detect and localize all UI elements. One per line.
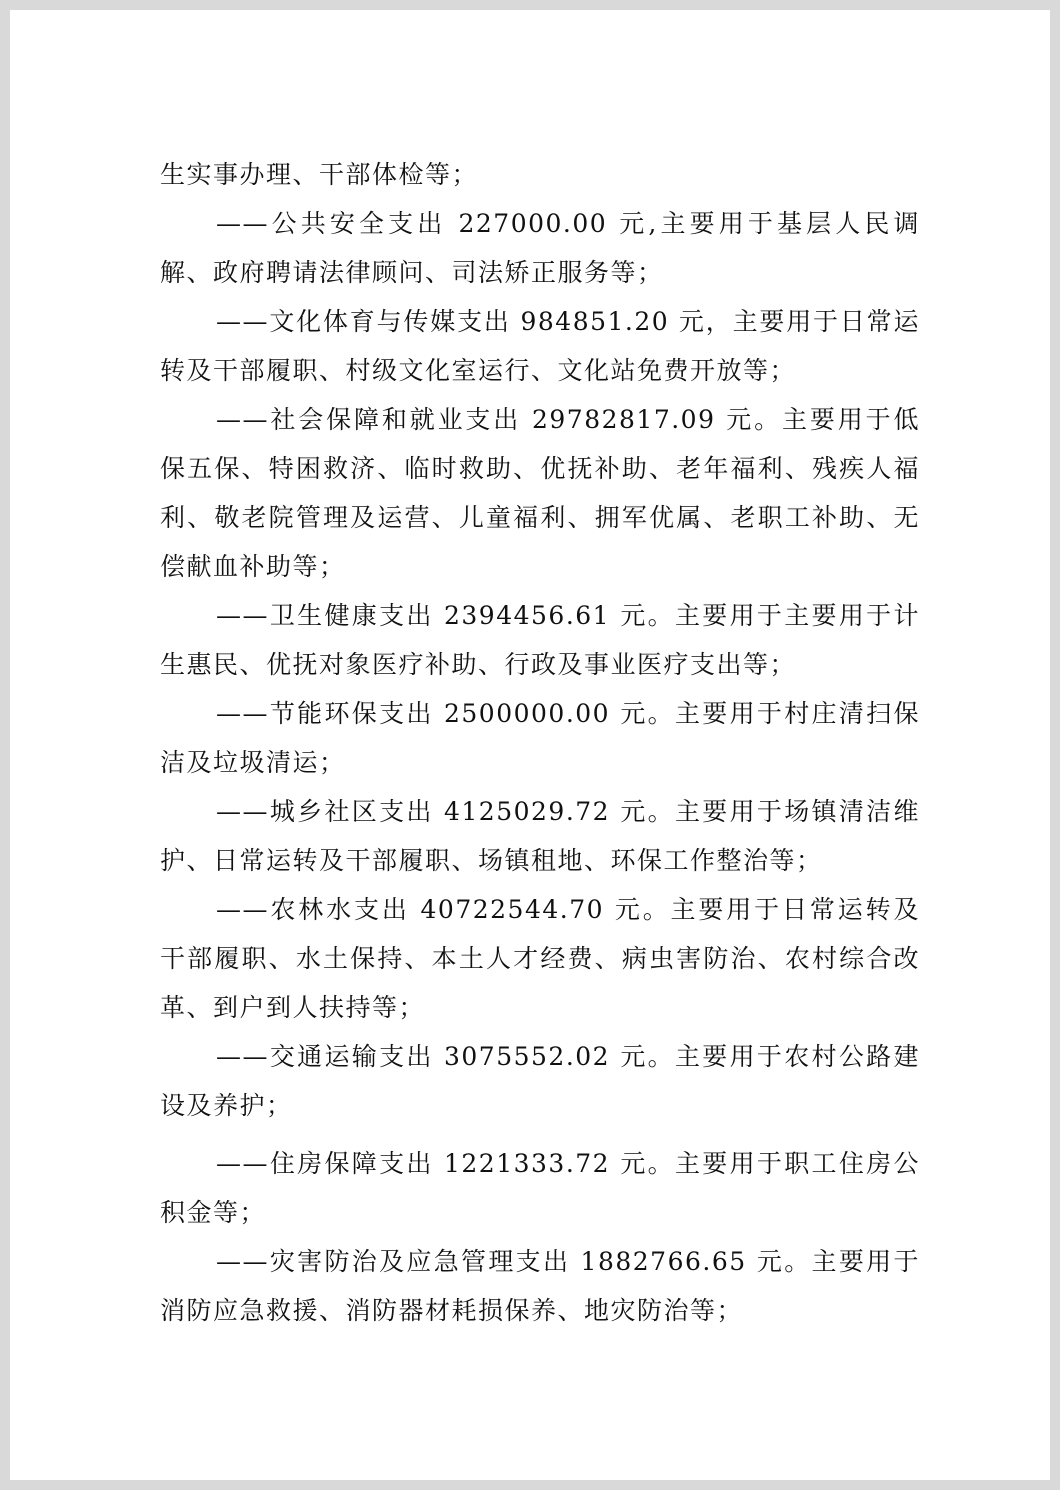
- paragraph-transportation: ——交通运输支出 3075552.02 元。主要用于农村公路建设及养护；: [160, 1042, 920, 1120]
- paragraph-public-safety: ——公共安全支出 227000.00 元,主要用于基层人民调解、政府聘请法律顾问、司法矫正服务等；: [160, 209, 920, 287]
- document-body: [160, 150, 920, 1335]
- paragraph-continuation: 生实事办理、干部体检等；: [160, 160, 479, 189]
- paragraph-urban-rural-community: ——城乡社区支出 4125029.72 元。主要用于场镇清洁维护、日常运转及干部履职、场镇租地、环保工作整治等；: [160, 797, 920, 875]
- paragraph-health: ——卫生健康支出 2394456.61 元。主要用于主要用于计生惠民、优抚对象医疗补助、行政及事业医疗支出等；: [160, 601, 920, 679]
- document-page: [10, 10, 1050, 1480]
- paragraph-culture-sports-media: ——文化体育与传媒支出 984851.20 元，主要用于日常运转及干部履职、村级文化室运行、文化站免费开放等；: [160, 307, 920, 385]
- paragraph-housing-security: ——住房保障支出 1221333.72 元。主要用于职工住房公积金等；: [160, 1149, 920, 1227]
- paragraph-disaster-prevention: ——灾害防治及应急管理支出 1882766.65 元。主要用于消防应急救援、消防器材耗损保养、地灾防治等；: [160, 1247, 920, 1325]
- paragraph-social-security: ——社会保障和就业支出 29782817.09 元。主要用于低保五保、特困救济、临时救助、优抚补助、老年福利、残疾人福利、敬老院管理及运营、儿童福利、拥军优属、老职工补助、无偿献血补助等；: [160, 405, 920, 581]
- paragraph-agriculture-forestry-water: ——农林水支出 40722544.70 元。主要用于日常运转及干部履职、水土保持、本土人才经费、病虫害防治、农村综合改革、到户到人扶持等；: [160, 895, 920, 1022]
- paragraph-energy-environment: ——节能环保支出 2500000.00 元。主要用于村庄清扫保洁及垃圾清运；: [160, 699, 920, 777]
